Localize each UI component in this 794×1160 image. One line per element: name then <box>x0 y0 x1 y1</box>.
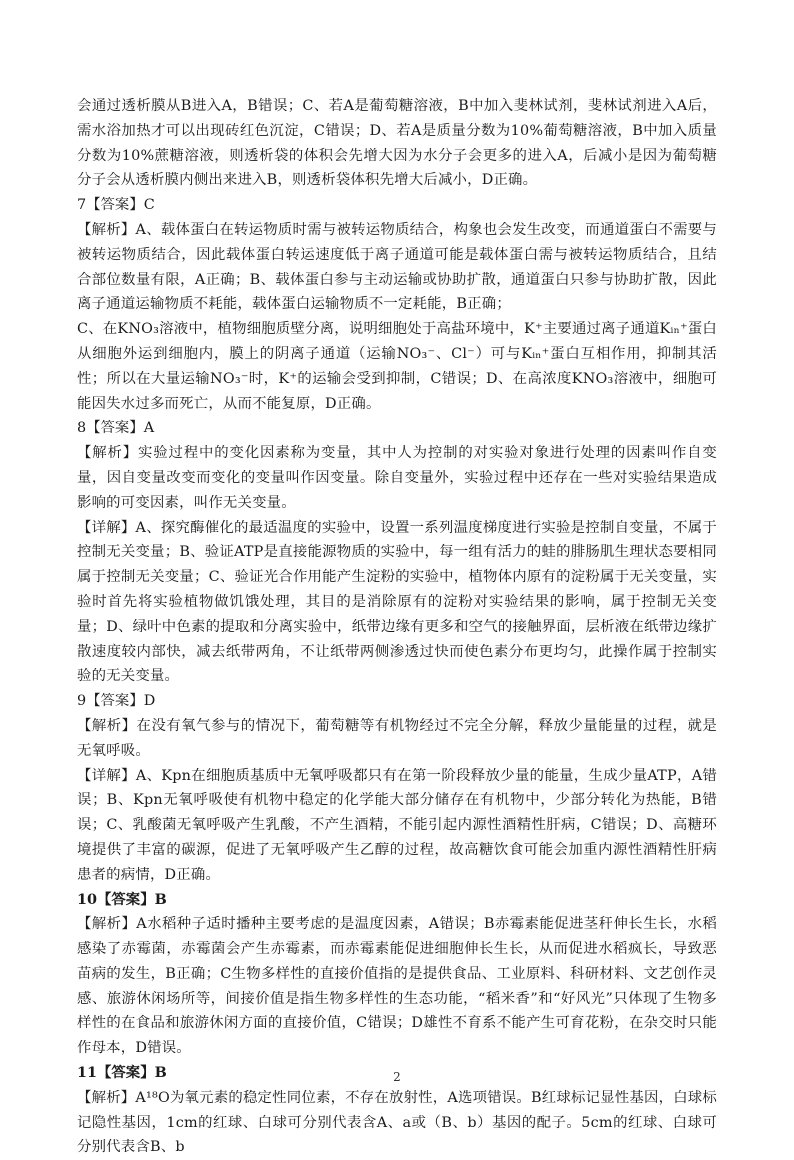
paragraph: 【解析】A、载体蛋白在转运物质时需与被转运物质结合，构象也会发生改变，而通道蛋白不需要与被转运物质结合，因此载体蛋白转运速度低于离子通道可能是载体蛋白需与被转运物质结合，且结合部位数量有限，A正确；B、载体蛋白参与主动运输或协助扩散，通道蛋白只参与协助扩散，因此离子通道运输物质不耗能，载体蛋白运输物质不一定耗能，B正确； <box>77 221 717 313</box>
paragraph: 【解析】A¹⁸O为氧元素的稳定性同位素，不存在放射性，A选项错误。B红球标记显性基因，白球标记隐性基因，1cm的红球、白球可分别代表含A、a或（B、b）基因的配子。5cm的红球、白球可分别代表含B、b <box>77 1089 717 1156</box>
paragraph: C、在KNO₃溶液中，植物细胞质壁分离，说明细胞处于高盐环境中，K⁺主要通过离子通道Kᵢₙ⁺蛋白从细胞外运到细胞内，膜上的阴离子通道（运输NO₃⁻、Cl⁻）可与Kᵢₙ⁺蛋白互相作用，抑制其活性；所以在大量运输NO₃⁻时，K⁺的运输会受到抑制，C错误；D、在高浓度KNO₃溶液中，细胞可能因失水过多而死亡，从而不能复原，D正确。 <box>77 321 717 412</box>
answer-heading: 10【答案】B <box>77 890 167 908</box>
answer-heading: 7【答案】C <box>77 197 155 214</box>
document-body <box>77 94 717 1160</box>
paragraph: 【解析】在没有氧气参与的情况下，葡萄糖等有机物经过不完全分解，释放少量能量的过程，就是无氧呼吸。 <box>77 717 717 759</box>
paragraph: 【解析】A水稻种子适时播种主要考虑的是温度因素，A错误；B赤霉素能促进茎秆伸长生长，水稻感染了赤霉菌，赤霉菌会产生赤霉素，而赤霉素能促进细胞伸长生长，从而促进水稻疯长，导致恶苗病的发生，B正确；C生物多样性的直接价值指的是提供食品、工业原料、科研材料、文艺创作灵感、旅游休闲场所等，间接价值是指生物多样性的生态功能，“稻米香”和“好风光”只体现了生物多样性的在食品和旅游休闲方面的直接价值，C错误；D雄性不育系不能产生可育花粉，在杂交时只能作母本，D错误。 <box>77 916 717 1057</box>
paragraph: 【详解】A、Kpn在细胞质基质中无氧呼吸都只有在第一阶段释放少量的能量，生成少量ATP，A错误；B、Kpn无氧呼吸使有机物中稳定的化学能大部分储存在有机物中，少部分转化为热能，B错误；C、乳酸菌无氧呼吸产生乳酸，不产生酒精，不能引起内源性酒精性肝病，C错误；D、高糖环境提供了丰富的碳源，促进了无氧呼吸产生乙醇的过程，故高糖饮食可能会加重内源性酒精性肝病患者的病情，D正确。 <box>77 767 717 883</box>
answer-heading: 9【答案】D <box>77 693 156 710</box>
answer-heading: 11【答案】B <box>77 1064 167 1082</box>
paragraph: 【详解】A、探究酶催化的最适温度的实验中，设置一系列温度梯度进行实验是控制自变量，不属于控制无关变量；B、验证ATP是直接能源物质的实验中，每一组有活力的蛙的腓肠肌生理状态要相同属于控制无关变量；C、验证光合作用能产生淀粉的实验中，植物体内原有的淀粉属于无关变量，实验时首先将实验植物做饥饿处理，其目的是消除原有的淀粉对实验结果的影响，属于控制无关变量；D、绿叶中色素的提取和分离实验中，纸带边缘有更多和空气的接触界面，层析液在纸带边缘扩散速度较内部快，减去纸带两角，不让纸带两侧渗透过快而使色素分布更均匀，此操作属于控制实验的无关变量。 <box>77 519 717 685</box>
page-number: 2 <box>393 1070 401 1084</box>
answer-heading: 8【答案】A <box>77 420 155 437</box>
paragraph: 【解析】实验过程中的变化因素称为变量，其中人为控制的对实验对象进行处理的因素叫作自变量，因自变量改变而变化的变量叫作因变量。除自变量外，实验过程中还存在一些对实验结果造成影响的可变因素，叫作无关变量。 <box>77 445 717 511</box>
paragraph: 会通过透析膜从B进入A，B错误；C、若A是葡萄糖溶液，B中加入斐林试剂，斐林试剂进入A后，需水浴加热才可以出现砖红色沉淀，C错误；D、若A是质量分数为10%葡萄糖溶液，B中加入质量分数为10%蔗糖溶液，则透析袋的体积会先增大因为水分子会更多的进入A，后减小是因为葡萄糖分子会从透析膜内侧出来进入B，则透析袋体积先增大后减小，D正确。 <box>77 98 717 189</box>
